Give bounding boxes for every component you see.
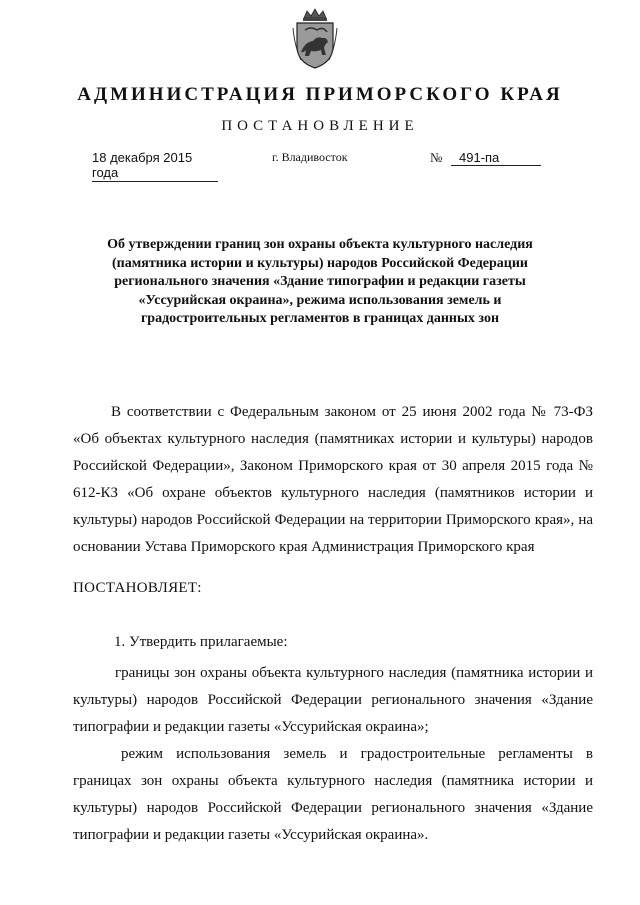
number-sign: №	[430, 150, 443, 165]
organization-title: АДМИНИСТРАЦИЯ ПРИМОРСКОГО КРАЯ	[77, 84, 563, 105]
decree-heading: ПОСТАНОВЛЯЕТ:	[73, 580, 202, 596]
item-1b-paragraph: режим использования земель и градостроительные регламенты в границах зон охраны объекта культурного наследия (памятника истории и культуры) народов Российской Федерации регионального значения «Здание типографии и редакции газеты «Уссурийская окраина».	[73, 746, 593, 843]
preamble-paragraph: В соответствии с Федеральным законом от 25 июня 2002 года № 73-ФЗ «Об объектах культурного наследия (памятниках истории и культуры) народов Российской Федерации», Законом Приморского края от 30 апреля 2015 года № 612-КЗ «Об охране объектов культурного наследия (памятников истории и культуры) народов Российской Федерации на территории Приморского края», на основании Устава Приморского края Администрация Приморского края	[73, 404, 593, 555]
coat-of-arms-icon	[291, 8, 339, 70]
document-subject-title: Об утверждении границ зон охраны объекта культурного наследия (памятника истории и культуры) народов Российской Федерации регионального значения «Здание типографии и редакции газеты «Уссурийская окраина», режима использования земель и градостроительных регламентов в границах данных зон	[107, 237, 533, 326]
item-1a-paragraph: границы зон охраны объекта культурного наследия (памятника истории и культуры) народов Российской Федерации регионального значения «Здание типографии и редакции газеты «Уссурийская окраина»;	[73, 665, 593, 735]
document-number: 491-па	[451, 150, 541, 166]
document-type: ПОСТАНОВЛЕНИЕ	[221, 118, 419, 134]
item-1-heading: 1. Утвердить прилагаемые:	[114, 634, 288, 650]
document-date: 18 декабря 2015 года	[92, 150, 218, 182]
document-city: г. Владивосток	[272, 150, 348, 164]
